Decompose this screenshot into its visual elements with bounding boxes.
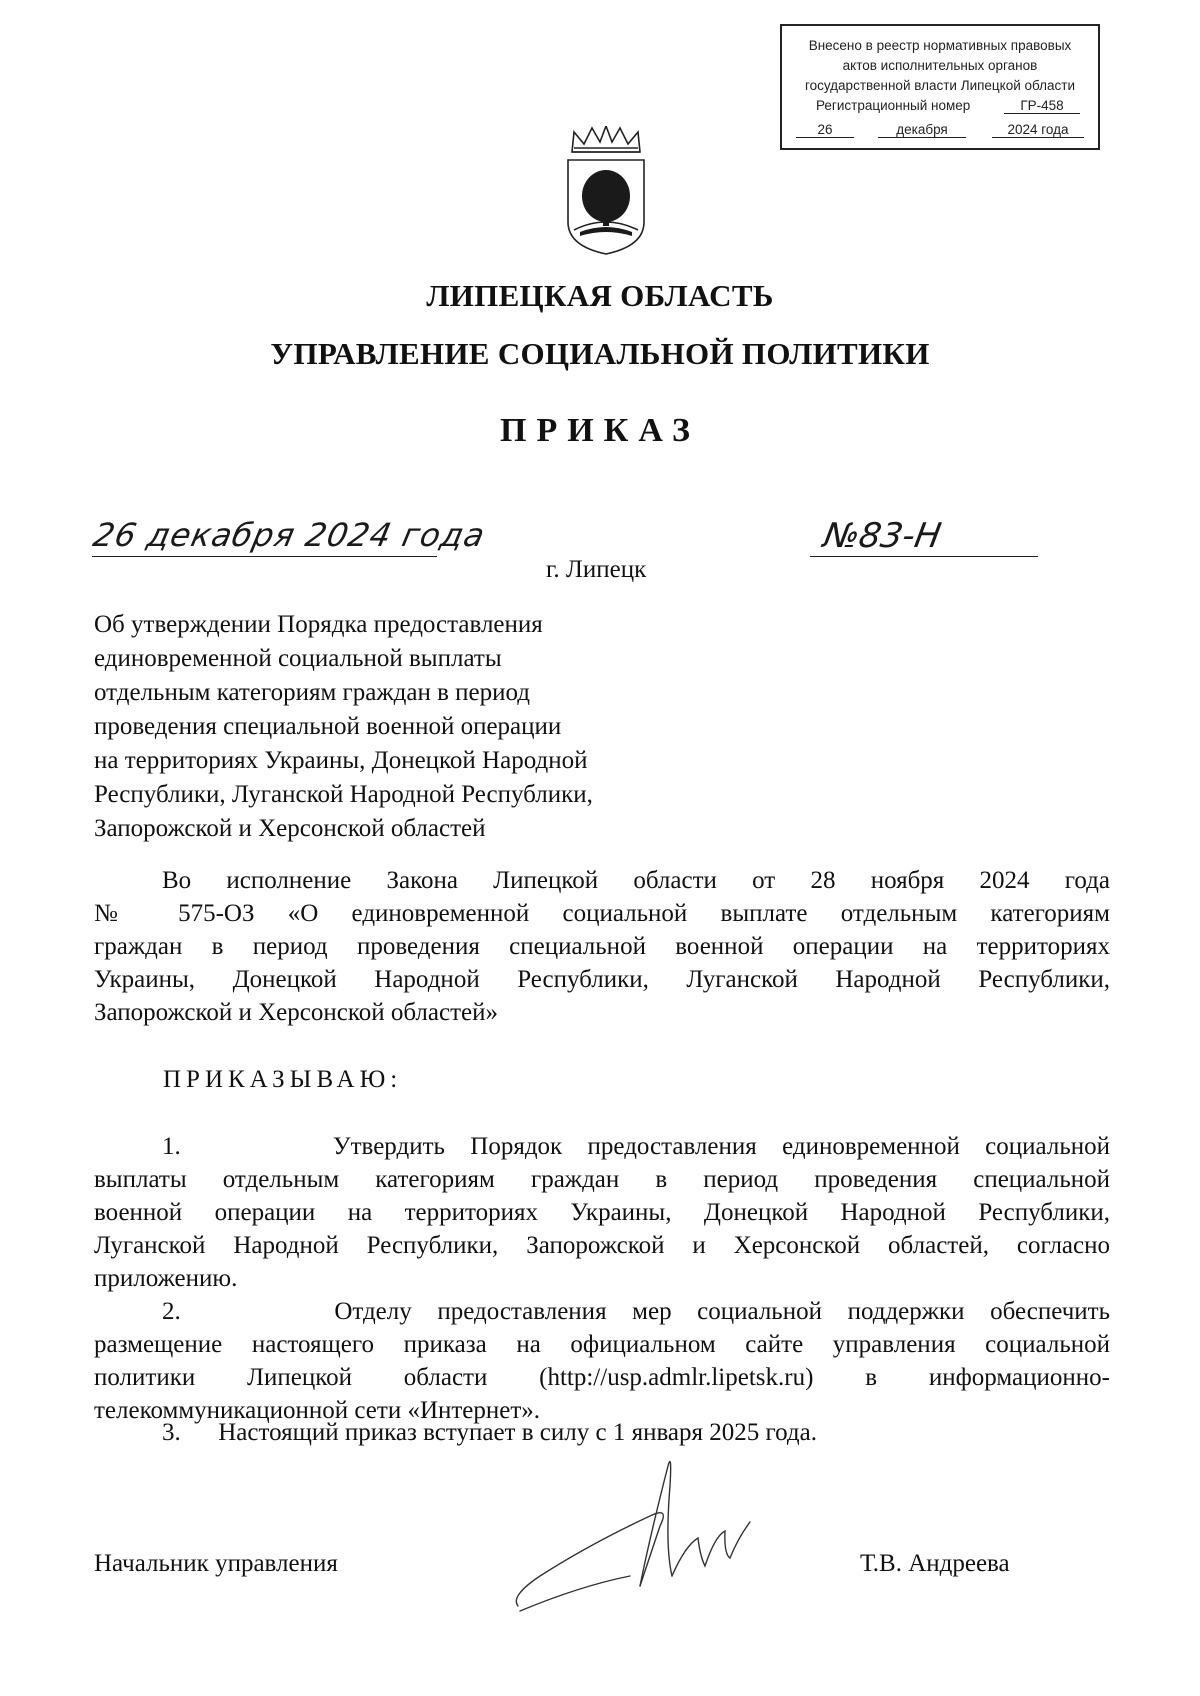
signatory-name: Т.В. Андреева — [860, 1550, 1010, 1577]
item-2-line: политики Липецкой области (http://usp.admlr.lipetsk.ru) в информационно- — [94, 1364, 1110, 1391]
stamp-reg-label: Регистрационный номер — [816, 98, 971, 113]
preamble-line: Во исполнение Закона Липецкой области от 28 ноября 2024 года — [162, 867, 1110, 894]
item-1-line: приложению. — [94, 1265, 238, 1292]
stamp-line-1: Внесено в реестр нормативных правовых — [808, 38, 1072, 53]
handwritten-number: №83-Н — [820, 516, 944, 556]
stamp-line-2: актов исполнительных органов — [842, 58, 1038, 73]
subject-line: проведения специальной военной операции — [94, 713, 562, 740]
preamble-paragraph — [94, 864, 1110, 1029]
item-2-line: размещение настоящего приказа на официальном сайте управления социальной — [94, 1331, 1110, 1358]
item-2-line: телекоммуникационной сети «Интернет». — [94, 1397, 541, 1424]
subject-line: на территориях Украины, Донецкой Народной — [94, 747, 588, 774]
order-items — [94, 1130, 1110, 1427]
subject-line: отдельным категориям граждан в период — [94, 679, 530, 706]
stamp-line-3: государственной власти Липецкой области — [804, 78, 1076, 93]
stamp-year: 2024 года — [992, 122, 1084, 138]
item-1-line: выплаты отдельным категориям граждан в период проведения специальной — [94, 1166, 1110, 1193]
number-underline — [810, 556, 1038, 557]
date-underline — [92, 556, 437, 557]
document-type: ПРИКАЗ — [500, 412, 700, 449]
subject-line: Об утверждении Порядка предоставления — [94, 611, 543, 638]
item-1-line: военной операции на территориях Украины, Донецкой Народной Республики, — [94, 1199, 1110, 1226]
item-2-line: 2. Отделу предоставления мер социальной поддержки обеспечить — [162, 1298, 1110, 1325]
city-label: г. Липецк — [546, 556, 647, 583]
department-title: УПРАВЛЕНИЕ СОЦИАЛЬНОЙ ПОЛИТИКИ — [270, 336, 930, 371]
signatory-role: Начальник управления — [94, 1550, 338, 1577]
item-3: 3. Настоящий приказ вступает в силу с 1 января 2025 года. — [162, 1419, 817, 1446]
preamble-line: № 575-ОЗ «О единовременной социальной выплате отдельным категориям — [94, 900, 1110, 927]
document-subject — [94, 608, 694, 846]
stamp-reg-number: ГР-458 — [1004, 98, 1080, 114]
order-heading: ПРИКАЗЫВАЮ: — [163, 1066, 403, 1093]
registry-stamp — [780, 24, 1100, 150]
stamp-day: 26 — [796, 122, 854, 138]
item-1-line: 1. Утвердить Порядок предоставления единовременной социальной — [162, 1133, 1110, 1160]
preamble-line: Украины, Донецкой Народной Республики, Луганской Народной Республики, — [94, 966, 1110, 993]
preamble-line: Запорожской и Херсонской областей» — [94, 999, 498, 1026]
coat-of-arms-icon — [560, 126, 652, 256]
item-1-line: Луганской Народной Республики, Запорожской и Херсонской областей, согласно — [94, 1232, 1110, 1259]
handwritten-signature-icon — [500, 1426, 760, 1626]
stamp-month: декабря — [878, 122, 966, 138]
subject-line: Республики, Луганской Народной Республики, — [94, 781, 593, 808]
preamble-line: граждан в период проведения специальной военной операции на территориях — [94, 933, 1110, 960]
region-title: ЛИПЕЦКАЯ ОБЛАСТЬ — [426, 278, 774, 313]
subject-line: Запорожской и Херсонской областей — [94, 815, 486, 842]
subject-line: единовременной социальной выплаты — [94, 645, 502, 672]
handwritten-date: 26 декабря 2024 года — [89, 516, 489, 554]
